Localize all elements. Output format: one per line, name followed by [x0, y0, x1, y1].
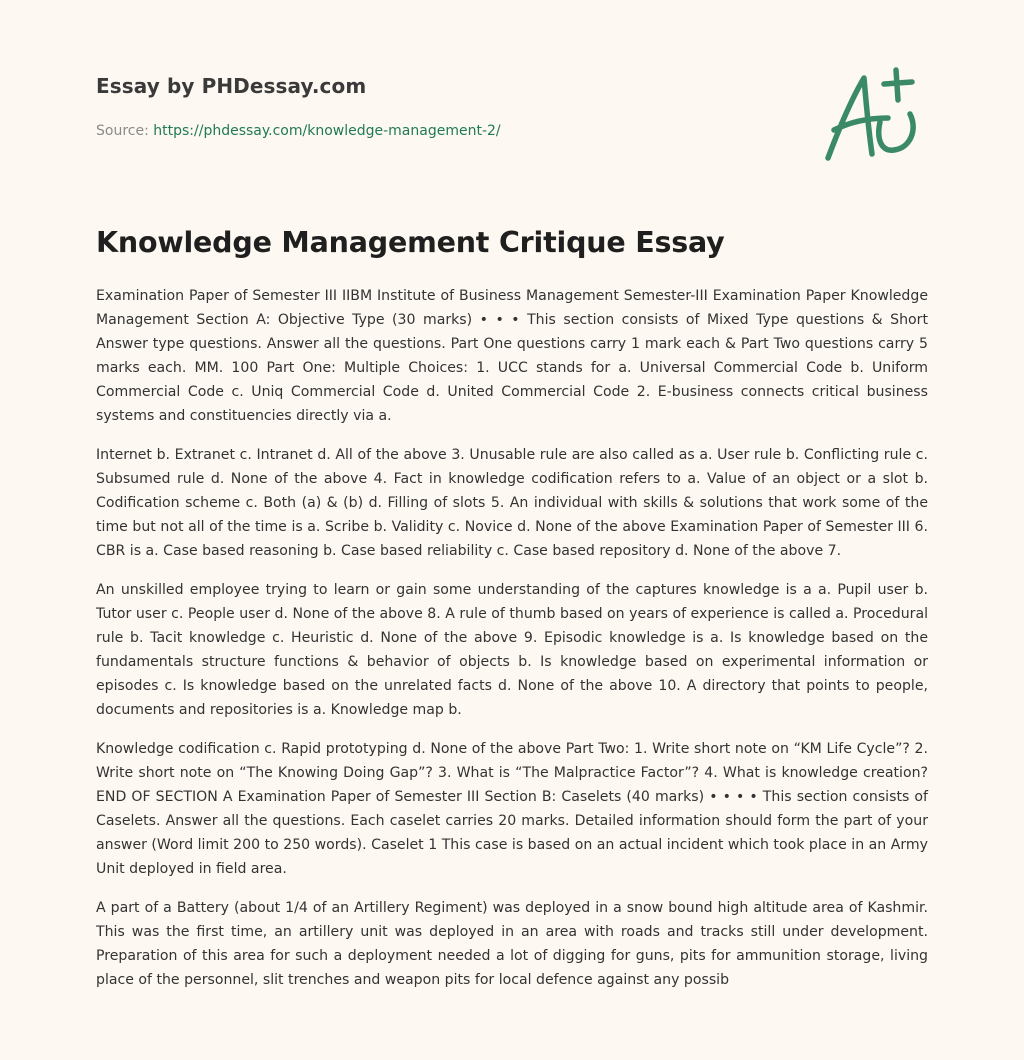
- essay-paragraph: Internet b. Extranet c. Intranet d. All of the above 3. Unusable rule are also called as a. User rule b. Conflicting rule c. Subsumed rule d. None of the above 4. Fact in knowledge codification refers to a. Value of an object or a slot b. Codification scheme c. Both (a) & (b) d. Filling of slots 5. An individual with skills & solutions that work some of the time but not all of the time is a. Scribe b. Validity c. Novice d. None of the above Examination Paper of Semester III 6. CBR is a. Case based reasoning b. Case based reliability c. Case based repository d. None of the above 7.: [96, 447, 928, 559]
- essay-paragraph: Examination Paper of Semester III IIBM Institute of Business Management Semester-III Examination Paper Knowledge Management Section A: Objective Type (30 marks) • • • This section consists of Mixed Type questions & Short Answer type questions. Answer all the questions. Part One questions carry 1 mark each & Part Two questions carry 5 marks each. MM. 100 Part One: Multiple Choices: 1. UCC stands for a. Universal Commercial Code b. Uniform Commercial Code c. Uniq Commercial Code d. United Commercial Code 2. E-business connects critical business systems and constituencies directly via a.: [96, 288, 928, 424]
- a-plus-grade-icon: [818, 64, 928, 168]
- essay-title: Knowledge Management Critique Essay: [96, 226, 725, 259]
- essay-body: [96, 284, 928, 1007]
- page-header: [96, 74, 796, 139]
- source-line: [96, 123, 796, 139]
- essay-paragraph: A part of a Battery (about 1/4 of an Artillery Regiment) was deployed in a snow bound high altitude area of Kashmir. This was the first time, an artillery unit was deployed in an area with roads and tracks still under development. Preparation of this area for such a deployment needed a lot of digging for guns, pits for ammunition storage, living place of the personnel, slit trenches and weapon pits for local defence against any possib: [96, 900, 928, 988]
- essay-paragraph: Knowledge codification c. Rapid prototyping d. None of the above Part Two: 1. Write short note on “KM Life Cycle”? 2. Write short note on “The Knowing Doing Gap”? 3. What is “The Malpractice Factor”? 4. What is knowledge creation? END OF SECTION A Examination Paper of Semester III Section B: Caselets (40 marks) • • • • This section consists of Caselets. Answer all the questions. Each caselet carries 20 marks. Detailed information should form the part of your answer (Word limit 200 to 250 words). Caselet 1 This case is based on an actual incident which took place in an Army Unit deployed in field area.: [96, 741, 928, 877]
- source-label: Source:: [96, 123, 154, 139]
- source-link[interactable]: https://phdessay.com/knowledge-management-2/: [153, 123, 501, 139]
- site-brand: Essay by PHDessay.com: [96, 74, 367, 98]
- essay-paragraph: An unskilled employee trying to learn or gain some understanding of the captures knowledge is a a. Pupil user b. Tutor user c. People user d. None of the above 8. A rule of thumb based on years of experience is called a. Procedural rule b. Tacit knowledge c. Heuristic d. None of the above 9. Episodic knowledge is a. Is knowledge based on the fundamentals structure functions & behavior of objects b. Is knowledge based on experimental information or episodes c. Is knowledge based on the unrelated facts d. None of the above 10. A directory that points to people, documents and repositories is a. Knowledge map b.: [96, 582, 928, 718]
